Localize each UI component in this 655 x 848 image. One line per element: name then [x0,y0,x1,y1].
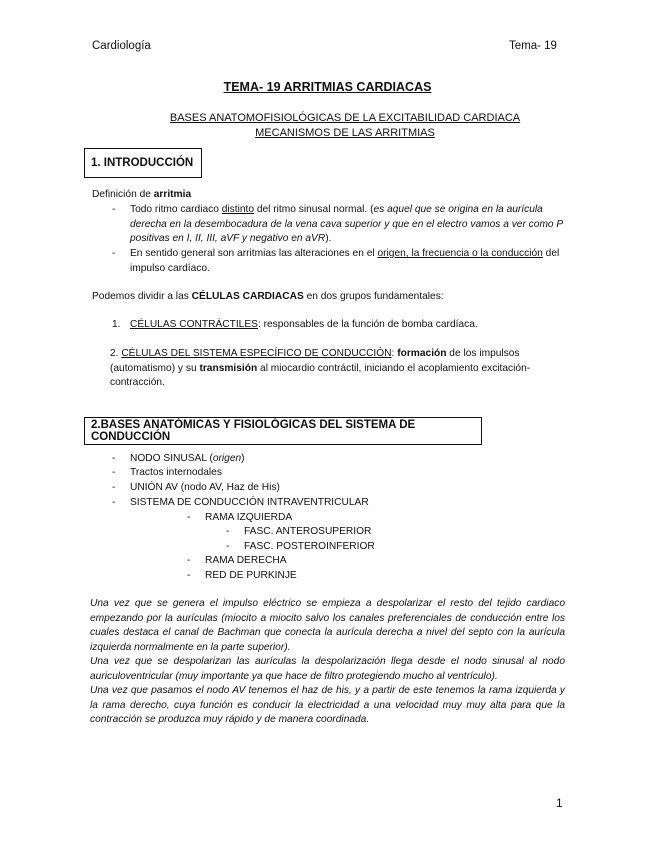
dash-bullet: - [112,248,116,259]
dash-bullet: - [112,482,116,493]
definition-line [92,188,191,203]
list-item: - Tractos internodales [112,466,222,481]
list-item: - SISTEMA DE CONDUCCIÓN INTRAVENTRICULAR [112,496,369,511]
dash-bullet: - [112,204,116,215]
dash-bullet: - [187,512,191,523]
subtitle-line-1: BASES ANATOMOFISIOLÓGICAS DE LA EXCITABILIDAD CARDIACA [169,112,521,124]
bullet-text: En sentido general son arritmias las alteraciones en el origen, la frecuencia o la conducción del impulso cardíaco. [130,248,560,274]
header-right: Tema- 19 [509,40,557,52]
list-item: - FASC. ANTEROSUPERIOR [226,525,371,540]
dash-bullet: - [187,555,191,566]
list-item: - NODO SINUSAL (origen) [112,452,245,467]
cells-item-1: 1. CÉLULAS CONTRÁCTILES: responsables de la función de bomba cardíaca. [112,318,572,333]
list-item [112,247,567,276]
list-item: - RAMA IZQUIERDA [187,511,292,526]
section-heading-text: 1. INTRODUCCIÓN [91,157,194,169]
list-item: - RED DE PURKINJE [187,569,297,584]
list-item [112,203,567,247]
header-left: Cardiología [92,40,151,52]
paragraph: Una vez que se despolarizan las aurículas la despolarización llega desde el nodo sinusal al nodo auriculoventricular (muy importante ya que hace de filtro protegiendo mucho al ventrículo). [90,656,565,682]
document-title: TEMA- 19 ARRITMIAS CARDIACAS [223,80,432,94]
section-heading-introduccion [84,148,202,178]
page-number: 1 [556,796,563,810]
dash-bullet: - [112,453,116,464]
dash-bullet: - [187,570,191,581]
subtitle-line-2: MECANISMOS DE LAS ARRITMIAS [255,127,435,139]
dash-bullet: - [226,541,230,552]
list-item: - UNIÓN AV (nodo AV, Haz de His) [112,481,280,496]
item-number: 1. [112,319,121,330]
bullet-text: Todo ritmo cardiaco distinto del ritmo sinusal normal. (es aquel que se origina en la aurícula derecha en la desembocadura de la vena cava superior y que en el electro vamos a ver como P positivas en I, II, III, aVF y negativo en aVR). [130,204,563,245]
paragraph: Una vez que se genera el impulso eléctrico se empieza a despolarizar el resto del tejido cardiaco empezando por la aurículas (miocito a miocito salvo los canales preferenciales de conducción entre los cuales destaca el canal de Bachman que conecta la aurícula derecha a nivel del septo con la aurícula izquierda normalmente en la parte superior). [90,598,565,653]
dash-bullet: - [226,526,230,537]
dash-bullet: - [112,497,116,508]
cells-item-2: 2. CÉLULAS DEL SISTEMA ESPECÍFICO DE CONDUCCIÓN: formación de los impulsos (automatismo) y su transmisión al miocardio contráctil, iniciando el acoplamiento excitación-contracción. [110,348,531,389]
definition-term: arritmia [153,189,192,200]
dash-bullet: - [112,467,116,478]
paragraph: Una vez que pasamos el nodo AV tenemos el haz de his, y a partir de este tenemos la rama izquierda y la rama derecho, cuya función es conducir la electricidad a una velocidad muy muy alta para que la contracción se produzca muy rápido y de manera coordinada. [90,685,565,726]
cells-intro: Podemos dividir a las CÉLULAS CARDIACAS en dos grupos fundamentales: [92,291,444,302]
list-item: - RAMA DERECHA [187,554,287,569]
definition-prefix: Definición de [92,189,154,200]
list-item: - FASC. POSTEROINFERIOR [226,540,375,555]
section-heading-bases [84,417,482,445]
item-number: 2. [110,348,122,359]
section-heading-text: 2.BASES ANATÓMICAS Y FISIOLÓGICAS DEL SISTEMA DE CONDUCCIÓN [91,419,416,443]
